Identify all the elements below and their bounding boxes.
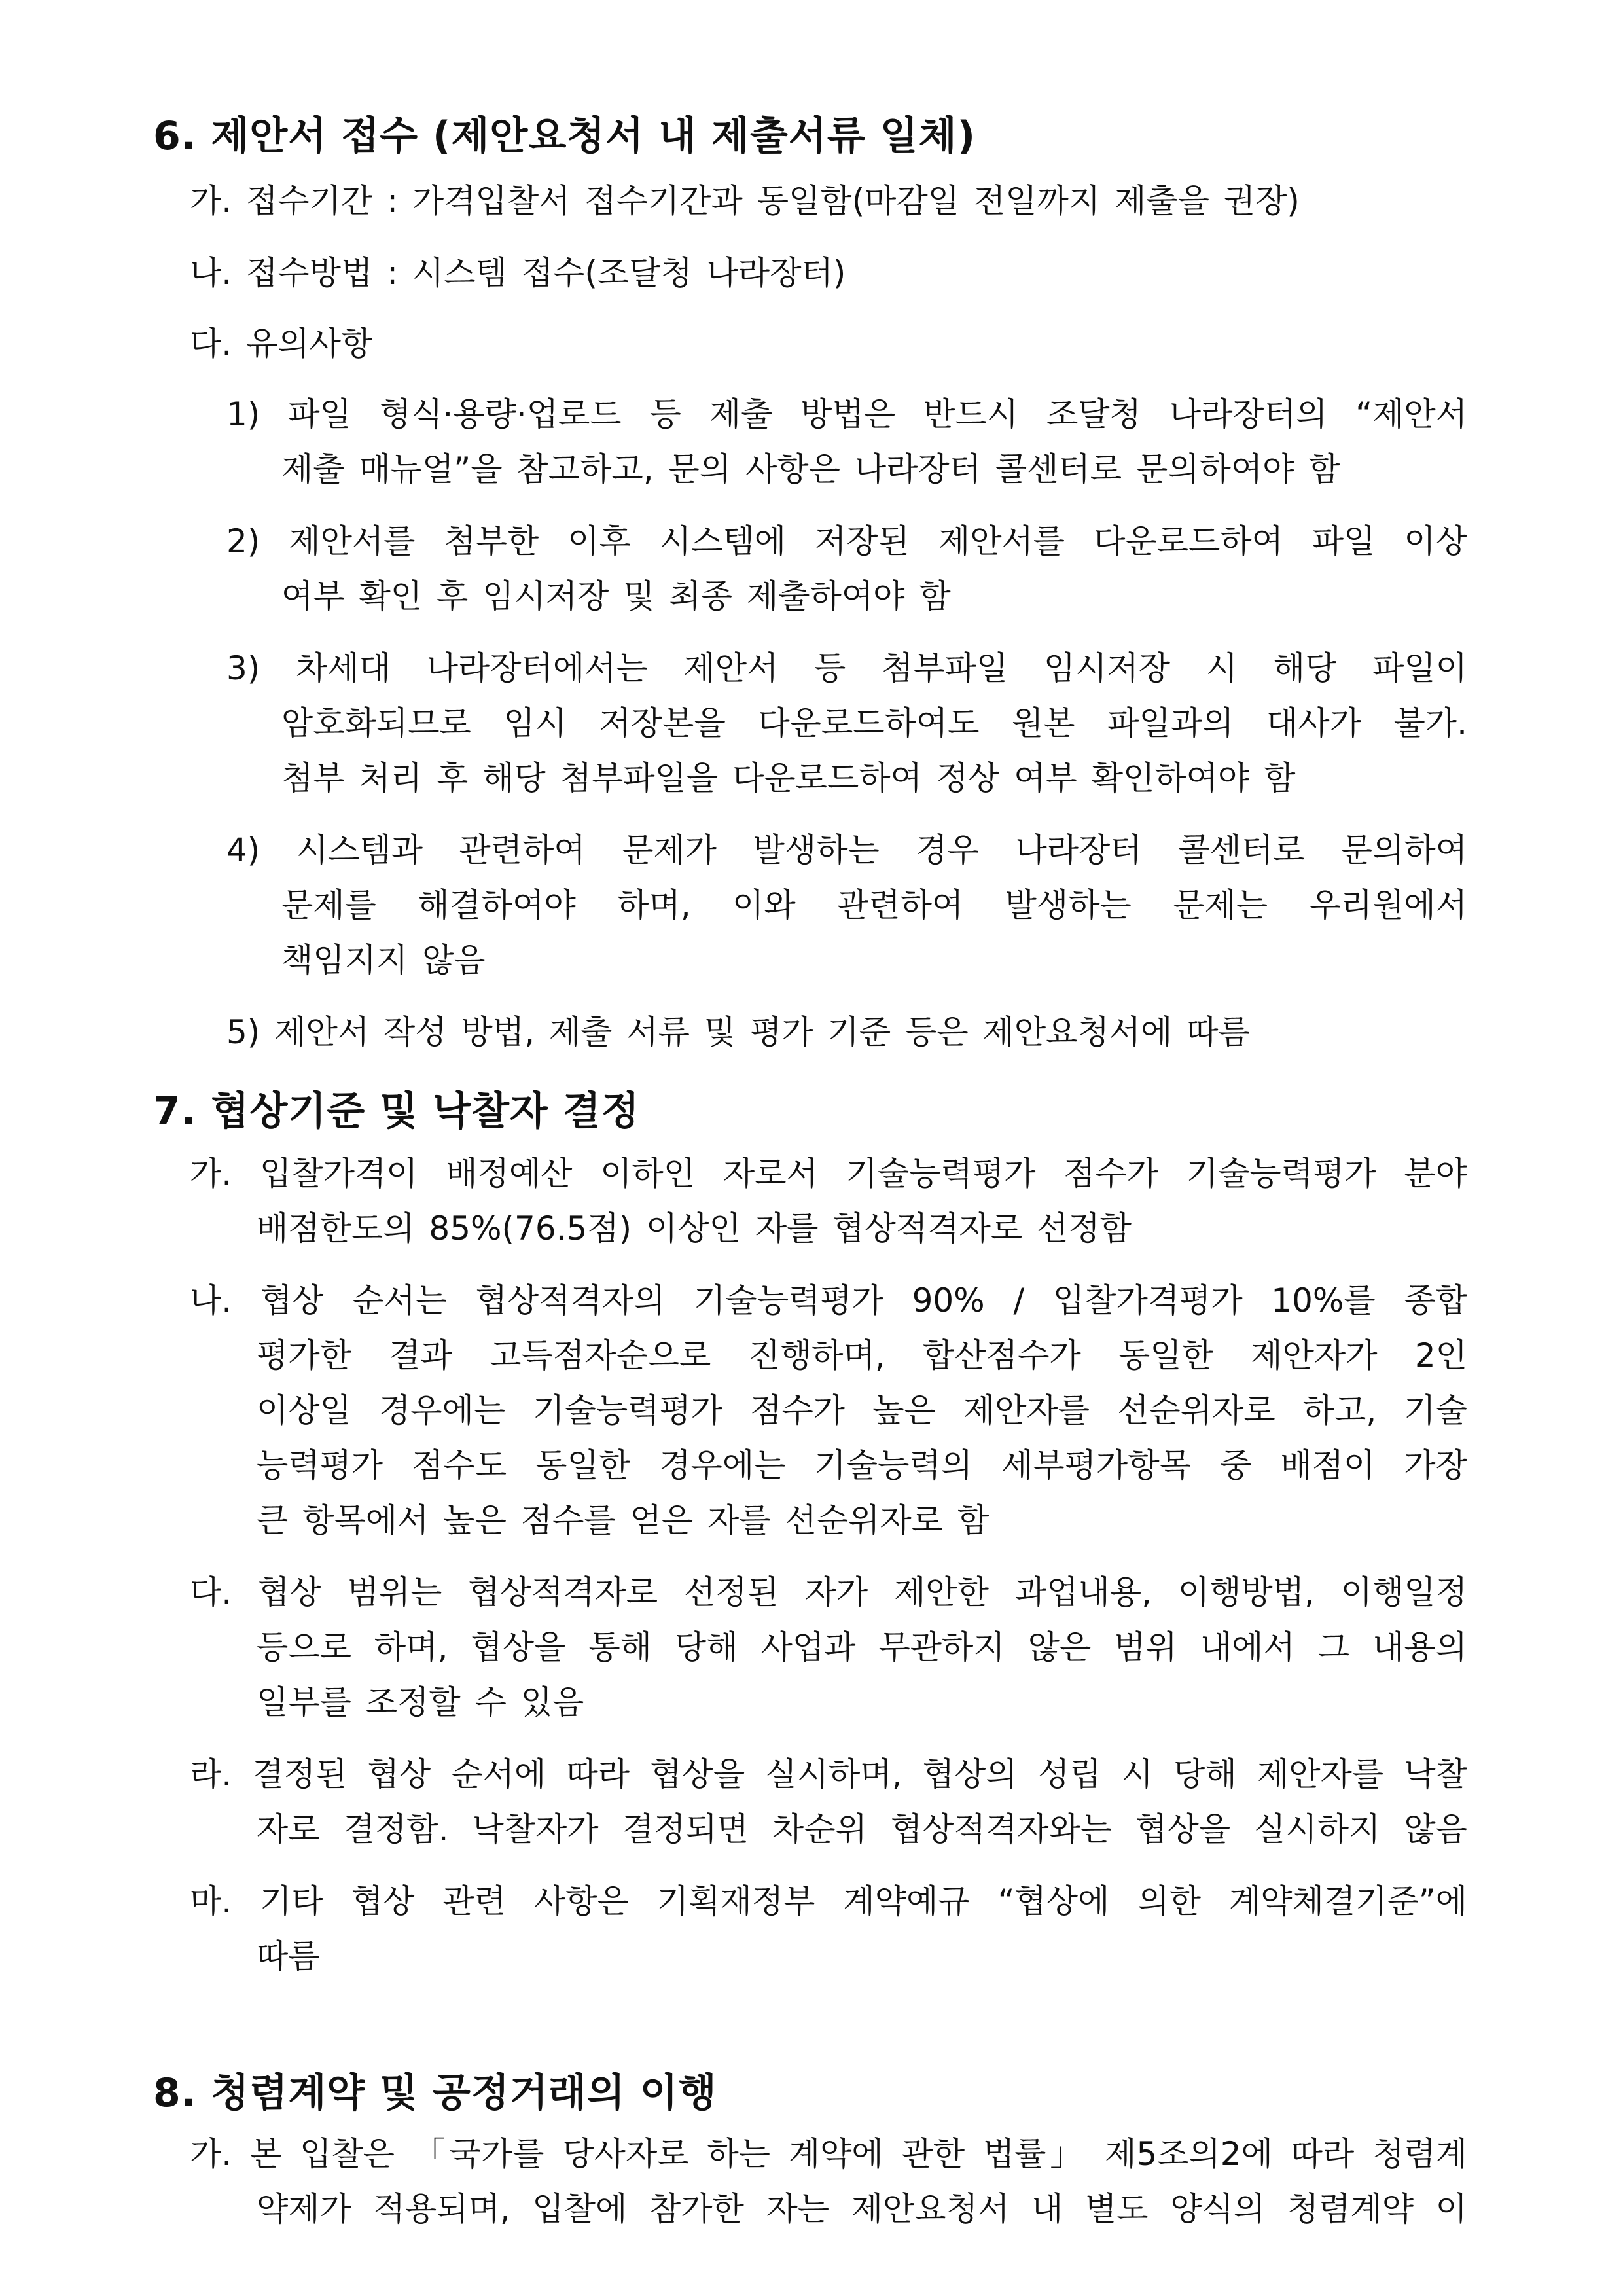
note-4-line-1: 4) 시스템과 관련하여 문제가 발생하는 경우 나라장터 콜센터로 문의하여	[226, 831, 1467, 869]
note-3-line-1: 3) 차세대 나라장터에서는 제안서 등 첨부파일 임시저장 시 해당 파일이	[226, 649, 1467, 687]
s7-item-ma-line-2: 따름	[257, 1937, 320, 1975]
section-6-heading: 6. 제안서 접수 (제안요청서 내 제출서류 일체)	[153, 113, 976, 159]
s8-item-ga-line-2: 약제가 적용되며, 입찰에 참가한 자는 제안요청서 내 별도 양식의 청렴계약 이	[257, 2190, 1467, 2228]
note-2-line-2: 여부 확인 후 임시저장 및 최종 제출하여야 함	[281, 577, 951, 615]
s7-item-na-line-2: 평가한 결과 고득점자순으로 진행하며, 합산점수가 동일한 제안자가 2인	[257, 1336, 1467, 1374]
s7-item-ra-line-2: 자로 결정함. 낙찰자가 결정되면 차순위 협상적격자와는 협상을 실시하지 않음	[257, 1810, 1467, 1848]
note-4-line-3: 책임지지 않음	[281, 941, 486, 979]
s7-item-ma-line-1: 마. 기타 협상 관련 사항은 기획재정부 계약예규 “협상에 의한 계약체결기준”에	[190, 1882, 1467, 1920]
note-5-line-1: 5) 제안서 작성 방법, 제출 서류 및 평가 기준 등은 제안요청서에 따름	[226, 1013, 1250, 1051]
note-4-line-2: 문제를 해결하여야 하며, 이와 관련하여 발생하는 문제는 우리원에서	[281, 886, 1467, 924]
section-6-item-ga: 가. 접수기간 : 가격입찰서 접수기간과 동일함(마감일 전일까지 제출을 권장)	[190, 182, 1300, 220]
s7-item-da-line-2: 등으로 하며, 협상을 통해 당해 사업과 무관하지 않은 범위 내에서 그 내용의	[257, 1628, 1467, 1666]
s7-item-ra-line-1: 라. 결정된 협상 순서에 따라 협상을 실시하며, 협상의 성립 시 당해 제안자를 낙찰	[190, 1755, 1467, 1793]
s7-item-ga-line-1: 가. 입찰가격이 배정예산 이하인 자로서 기술능력평가 점수가 기술능력평가 분야	[190, 1155, 1467, 1193]
s7-item-na-line-1: 나. 협상 순서는 협상적격자의 기술능력평가 90% / 입찰가격평가 10%를 종합	[190, 1282, 1467, 1319]
s7-item-na-line-3: 이상일 경우에는 기술능력평가 점수가 높은 제안자를 선순위자로 하고, 기술	[257, 1391, 1467, 1429]
section-6-item-da: 다. 유의사항	[190, 325, 373, 363]
note-1-line-1: 1) 파일 형식·용량·업로드 등 제출 방법은 반드시 조달청 나라장터의 “제안서	[226, 395, 1467, 433]
section-6-item-na: 나. 접수방법 : 시스템 접수(조달청 나라장터)	[190, 254, 846, 292]
section-8-heading: 8. 청렴계약 및 공정거래의 이행	[153, 2070, 717, 2116]
s8-item-ga-line-1: 가. 본 입찰은 「국가를 당사자로 하는 계약에 관한 법률」 제5조의2에 따라 청렴계	[190, 2135, 1467, 2173]
s7-item-na-line-5: 큰 항목에서 높은 점수를 얻은 자를 선순위자로 함	[257, 1501, 990, 1539]
s7-item-na-line-4: 능력평가 점수도 동일한 경우에는 기술능력의 세부평가항목 중 배점이 가장	[257, 1446, 1467, 1484]
note-1-line-2: 제출 매뉴얼”을 참고하고, 문의 사항은 나라장터 콜센터로 문의하여야 함	[281, 450, 1340, 488]
s7-item-ga-line-2: 배점한도의 85%(76.5점) 이상인 자를 협상적격자로 선정함	[257, 1210, 1132, 1247]
note-2-line-1: 2) 제안서를 첨부한 이후 시스템에 저장된 제안서를 다운로드하여 파일 이상	[226, 522, 1467, 560]
note-3-line-2: 암호화되므로 임시 저장본을 다운로드하여도 원본 파일과의 대사가 불가.	[281, 704, 1467, 742]
section-7-heading: 7. 협상기준 및 낙찰자 결정	[153, 1088, 640, 1134]
s7-item-da-line-1: 다. 협상 범위는 협상적격자로 선정된 자가 제안한 과업내용, 이행방법, 이행일정	[190, 1573, 1467, 1611]
note-3-line-3: 첨부 처리 후 해당 첨부파일을 다운로드하여 정상 여부 확인하여야 함	[281, 759, 1296, 797]
s7-item-da-line-3: 일부를 조정할 수 있음	[257, 1683, 584, 1721]
